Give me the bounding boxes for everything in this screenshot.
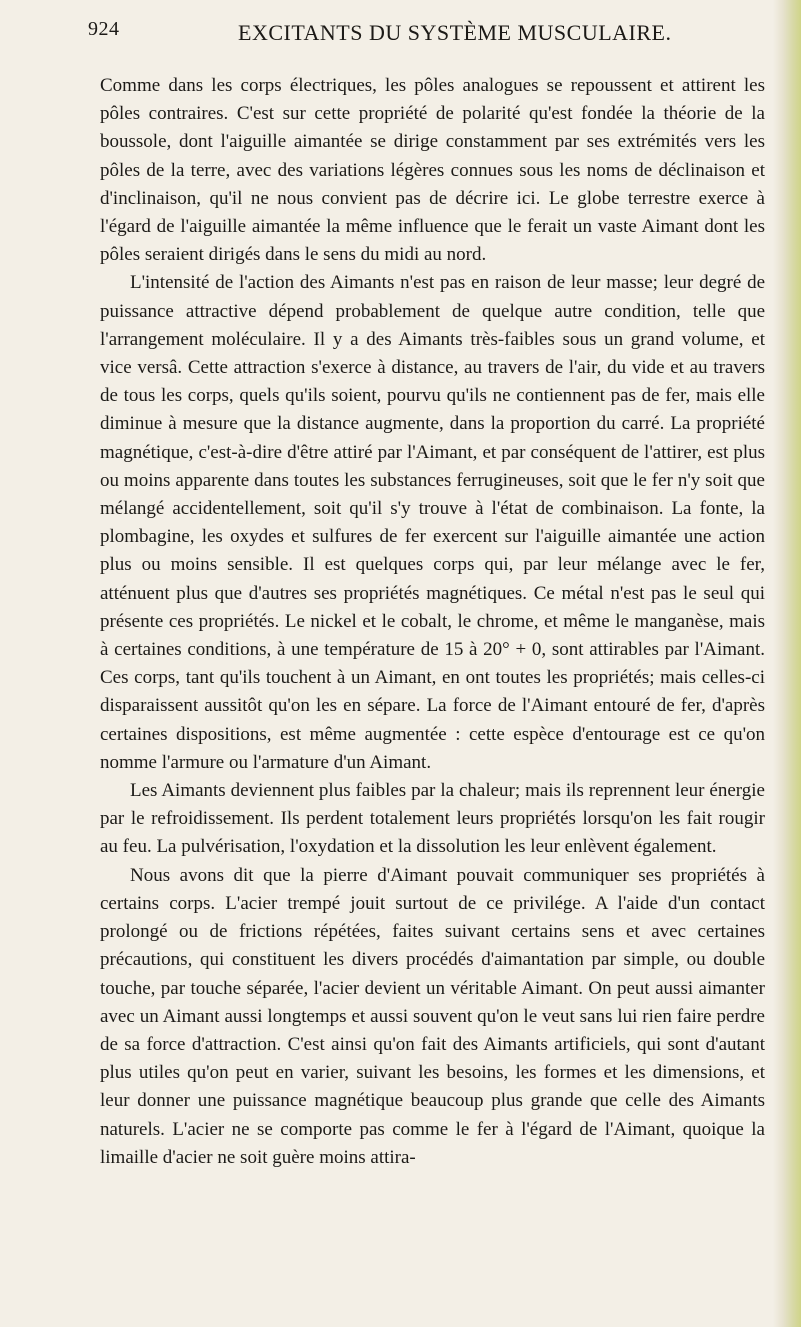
page-number: 924	[88, 18, 120, 40]
page-edge-shadow	[773, 0, 801, 1327]
paragraph-1: Comme dans les corps électriques, les pôles analogues se repoussent et attirent les pôles contraires. C'est sur cette propriété de polarité qu'est fondée la théorie de la boussole, dont l'aiguille aimantée se dirige constamment par ses extrémités vers les pôles de la terre, avec des variations légères connues sous les noms de déclinaison et d'inclinaison, qu'il ne nous convient pas de décrire ici. Le globe terrestre exerce à l'égard de l'aiguille aimantée la même influence que le ferait un vaste Aimant dont les pôles seraient dirigés dans le sens du midi au nord.	[100, 75, 765, 266]
paragraph-3: Les Aimants deviennent plus faibles par la chaleur; mais ils reprennent leur énergie par le refroidissement. Ils perdent totalement leurs propriétés lorsqu'on les fait rougir au feu. La pulvérisation, l'oxydation et la dissolution les leur enlèvent également.	[100, 780, 765, 858]
running-title: EXCITANTS DU SYSTÈME MUSCULAIRE.	[238, 20, 672, 45]
paragraph-2: L'intensité de l'action des Aimants n'est pas en raison de leur masse; leur degré de puissance attractive dépend probablement de quelque autre condition, telle que l'arrangement moléculaire. Il y a des Aimants très-faibles sous un grand volume, et vice versâ. Cette attraction s'exerce à distance, au travers de l'air, du vide et au travers de tous les corps, quels qu'ils soient, pourvu qu'ils ne contiennent pas de fer, mais elle diminue à mesure que la distance augmente, dans la proportion du carré. La propriété magnétique, c'est-à-dire d'être attiré par l'Aimant, et par conséquent de l'attirer, est plus ou moins apparente dans toutes les substances ferrugineuses, soit que le fer n'y soit que mélangé accidentellement, soit qu'il s'y trouve à l'état de combinaison. La fonte, la plombagine, les oxydes et sulfures de fer exercent sur l'aiguille aimantée une action plus ou moins sensible. Il est quelques corps qui, par leur mélange avec le fer, atténuent plus que d'autres ses propriétés magnétiques. Ce métal n'est pas le seul qui présente ces propriétés. Le nickel et le cobalt, le chrome, et même le manganèse, mais à certaines conditions, à une température de 15 à 20° + 0, sont attirables par l'Aimant. Ces corps, tant qu'ils touchent à un Aimant, en ont toutes les propriétés; mais celles-ci disparaissent aussitôt qu'on les en sépare. La force de l'Aimant entouré de fer, d'après certaines dispositions, est même augmentée : cette espèce d'entourage est ce qu'on nomme l'armure ou l'armature d'un Aimant.	[100, 272, 765, 773]
page-header	[88, 18, 768, 58]
paragraph-4: Nous avons dit que la pierre d'Aimant pouvait communiquer ses propriétés à certains corps. L'acier trempé jouit surtout de ce privilége. A l'aide d'un contact prolongé ou de frictions répétées, faites suivant certains sens et avec certaines précautions, qui constituent les divers procédés d'aimantation par simple, ou double touche, par touche séparée, l'acier devient un véritable Aimant. On peut aussi aimanter avec un Aimant aussi longtemps et aussi souvent qu'on le veut sans lui rien faire perdre de sa force d'attraction. C'est ainsi qu'on fait des Aimants artificiels, qui sont d'autant plus utiles qu'on peut en varier, suivant les besoins, les formes et les dimensions, et leur donner une puissance magnétique beaucoup plus grande que celle des Aimants naturels. L'acier ne se comporte pas comme le fer à l'égard de l'Aimant, quoique la limaille d'acier ne soit guère moins attira-	[100, 864, 765, 1168]
body-text	[100, 72, 765, 1172]
